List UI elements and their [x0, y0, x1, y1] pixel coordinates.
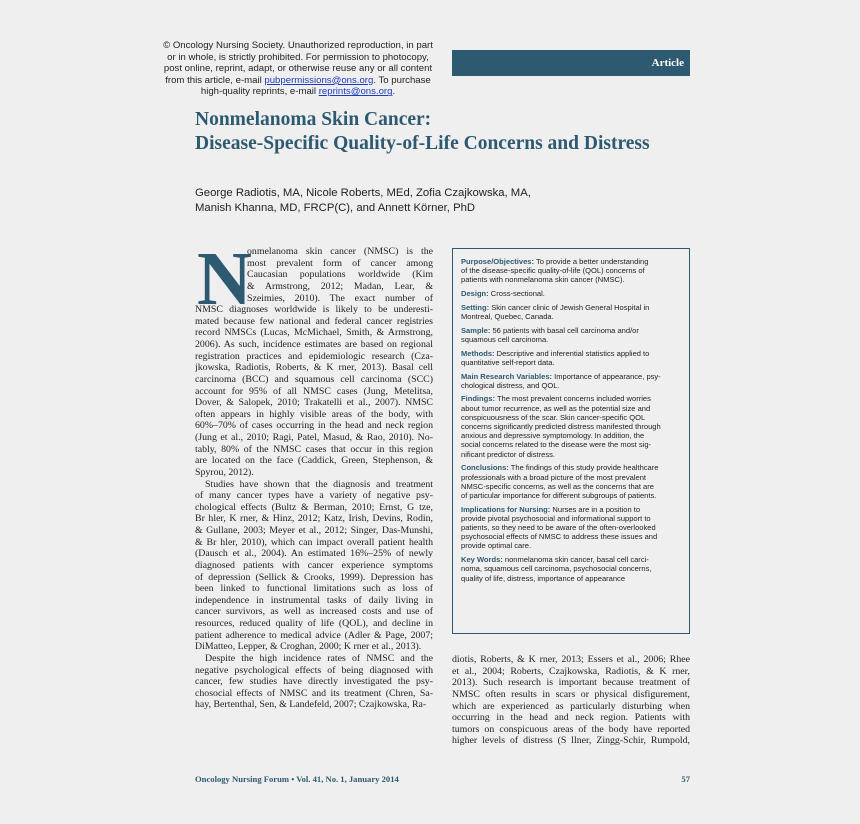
text-line: account for 95% of all NMSC cases (Jung, Metelitsa,: [195, 385, 433, 397]
abstract-heading: Conclusions:: [461, 463, 509, 473]
abstract-line: provide optimal care.: [461, 541, 532, 551]
article-type-banner: Article: [452, 50, 690, 76]
abstract-text: Descriptive and inferential statistics applied to: [496, 348, 650, 358]
abstract-line: [461, 505, 682, 514]
text-line: NMSC diagnoses worldwide is likely to be underesti-: [195, 304, 433, 316]
abstract-text: Skin cancer clinic of Jewish General Hospital in: [491, 302, 650, 312]
abstract-line: nificant predictor of distress.: [461, 449, 555, 459]
title-line: Disease-Specific Quality-of-Life Concerns and Distress: [195, 133, 650, 154]
text-line: hay, Bertenthal, Sen, & Landefeld, 2007; Czajkowska, Ra-: [195, 699, 427, 711]
abstract-section: [461, 555, 682, 583]
text-line: & Armstrong, 2012; Madan, Lear, &: [247, 280, 433, 292]
abstract-line: of particular importance for different subgroups of patients.: [461, 490, 657, 500]
abstract-line: quantitative self-report data.: [461, 357, 555, 367]
text-line: DiMatteo, Lepper, & Croghan, 2000; K rner et al., 2013).: [195, 641, 422, 653]
text-line: patient adherence to medical advice (Adler & Page, 2007;: [195, 629, 433, 641]
abstract-line: squamous cell carcinoma.: [461, 334, 549, 344]
notice-line: [158, 86, 438, 98]
text-line: 2013). Such research is important because treatment of: [452, 677, 690, 689]
abstract-line: social concerns related to the disease were the most sig-: [461, 440, 652, 450]
notice-text: high-quality reprints, e-mail: [200, 86, 319, 98]
abstract-content: [461, 257, 682, 587]
text-line: 60%–70% of cases occurring in the head and neck region: [195, 420, 433, 432]
abstract-section: [461, 394, 682, 458]
author-list: [195, 186, 695, 215]
text-line: resources, reduced quality of life (QOL), and decline in: [195, 618, 433, 629]
text-line: Spyrou, 2012).: [195, 466, 254, 478]
text-line: NMSC often results in scars or physical disfigurement,: [452, 688, 690, 700]
abstract-section: [461, 372, 682, 390]
notice-line: post online, reprint, adapt, or otherwise reuse any or all content: [163, 63, 433, 75]
text-line: onmelanoma skin cancer (NMSC) is the: [247, 246, 433, 257]
title-line: Nonmelanoma Skin Cancer:: [195, 109, 432, 130]
abstract-section: [461, 463, 682, 500]
text-line: Dover, & Salopek, 2010; Trakatelli et al., 2007). NMSC: [195, 397, 433, 409]
abstract-heading: Implications for Nursing:: [461, 504, 551, 514]
abstract-heading: Findings:: [461, 394, 495, 404]
text-line: Caucasian populations worldwide (Kim: [247, 269, 433, 281]
abstract-text: To provide a better understanding: [535, 257, 649, 266]
abstract-line: concerns significantly predicted distress manifested through: [461, 422, 661, 432]
abstract-section: [461, 505, 682, 551]
page-number: 57: [681, 774, 690, 784]
text-line: of depression (Sellick & Crooks, 1999). Depression has: [195, 571, 433, 583]
text-line: et al., 2004; Roberts, Czajkowska, Radiotis, & K rner,: [452, 665, 690, 677]
abstract-heading: Purpose/Objectives:: [461, 257, 534, 266]
abstract-text: nonmelanoma skin cancer, basal cell carci-: [504, 555, 649, 565]
abstract-line: [461, 349, 682, 358]
text-line: of many cancer types have a variety of negative psy-: [195, 490, 433, 502]
journal-citation: Oncology Nursing Forum • Vol. 41, No. 1, January 2014: [195, 774, 399, 784]
reprints-email-link[interactable]: reprints@ons.org: [318, 86, 393, 98]
text-line: cancer survivors, as well as increased costs and use of: [195, 606, 433, 618]
text-line: higher levels of distress (S llner, Zingg-Schir, Rumpold,: [452, 735, 690, 747]
abstract-section: [461, 257, 682, 285]
body-text-right-column: [452, 654, 690, 747]
abstract-line: [461, 394, 682, 403]
drop-cap: N: [197, 237, 252, 321]
abstract-line: [461, 289, 682, 298]
text-line: diagnosed patients with cancer experience symptoms: [195, 559, 433, 571]
text-line: been linked to functional limitations such as loss of: [195, 583, 433, 595]
text-line: diotis, Roberts, & K rner, 2013; Essers et al., 2006; Rhee: [452, 654, 690, 665]
abstract-text: Nurses are in a position to: [552, 504, 641, 514]
abstract-section: [461, 303, 682, 321]
text-line: & Br hler, 2010), which can impact overall patient health: [195, 536, 433, 548]
abstract-section: [461, 326, 682, 344]
notice-text: . To purchase: [373, 74, 431, 86]
abstract-text: Cross-sectional.: [490, 289, 545, 299]
text-line: independence in instrumental tasks of daily living in: [195, 594, 433, 606]
abstract-line: [461, 257, 682, 266]
text-line: 2006). As such, incidence estimates are based on regional: [195, 339, 433, 350]
notice-text: .: [392, 86, 396, 98]
authors-line: Manish Khanna, MD, FRCP(C), and Annett Körner, PhD: [195, 201, 476, 214]
abstract-line: chological distress, and QOL.: [461, 380, 560, 390]
abstract-line: Montreal, Quebec, Canada.: [461, 312, 554, 322]
abstract-line: patients, so they need to be aware of the often-overlooked: [461, 523, 656, 533]
text-line: (Jung et al., 2010; Ragi, Patel, Masud, & Rao, 2010). No-: [195, 432, 433, 443]
abstract-text: Importance of appearance, psy-: [554, 371, 661, 381]
pubpermissions-email-link[interactable]: pubpermissions@ons.org: [264, 74, 374, 86]
abstract-line: professionals with a broad picture of the most prevalent: [461, 472, 646, 482]
text-line: Szeimies, 2010). The exact number of: [247, 292, 433, 304]
body-text-left-column: [195, 237, 433, 711]
abstract-line: conspicuousness of the scar. Skin cancer-specific QOL: [461, 412, 646, 422]
abstract-line: [461, 372, 682, 381]
text-line: negative psychological effects of being diagnosed with: [195, 664, 433, 676]
abstract-line: NMSC-specific concerns, as well as the concerns that are: [461, 481, 654, 491]
abstract-line: [461, 326, 682, 335]
text-line: & Gullane, 2003; Meyer et al., 2012; Singer, Das-Munshi,: [195, 525, 433, 536]
abstract-heading: Main Research Variables:: [461, 371, 553, 381]
text-line: often appears in highly visible areas of the body, with: [195, 408, 433, 420]
abstract-text: The findings of this study provide healthcare: [510, 463, 659, 473]
text-line: Despite the high incidence rates of NMSC and the: [205, 652, 433, 664]
abstract-line: anxious and depressive symptomology. In addition, the: [461, 431, 645, 441]
abstract-section: [461, 349, 682, 367]
page-footer: [195, 774, 690, 784]
text-line: chosocial effects of NMSC and its treatment (Chren, Sa-: [195, 687, 433, 699]
notice-line: or in whole, is strictly prohibited. For permission to photocopy,: [167, 51, 429, 63]
article-title: [195, 108, 715, 156]
abstract-line: provide pivotal psychosocial and informational support to: [461, 513, 651, 523]
notice-line: © Oncology Nursing Society. Unauthorized reproduction, in part: [163, 40, 433, 51]
text-line: which are experienced as particularly disturbing when: [452, 700, 690, 712]
abstract-line: about tumor recurrence, as well as the potential size and: [461, 403, 651, 413]
text-line: cancer, few studies have directly investigated the psy-: [195, 676, 433, 688]
text-line: record NMSCs (Lucas, McMichael, Smith, & Armstrong,: [195, 327, 433, 339]
text-line: are located on the face (Caddick, Green, Stephenson, &: [195, 455, 433, 467]
abstract-text: 56 patients with basal cell carcinoma and/or: [492, 325, 639, 335]
text-line: jkowska, Radiotis, Roberts, & K rner, 2013). Basal cell: [195, 362, 433, 374]
abstract-line: quality of life, distress, importance of appearance: [461, 573, 626, 583]
abstract-line: [461, 463, 682, 472]
abstract-section: [461, 289, 682, 298]
copyright-notice: [158, 40, 438, 98]
text-line: tably, 80% of the NMSC cases that occur in this region: [195, 443, 433, 455]
text-line: registration practices and epidemiologic research (Cza-: [195, 350, 433, 362]
abstract-line: noma, squamous cell carcinoma, psychosocial concerns,: [461, 564, 652, 574]
abstract-line: of the disease-specific quality-of-life (QOL) concerns of: [461, 266, 645, 276]
abstract-line: patients with nonmelanoma skin cancer (NMSC).: [461, 275, 625, 285]
text-line: Br hler, K rner, & Hinz, 2012; Katz, Irish, Devins, Rodin,: [195, 513, 433, 525]
abstract-heading: Key Words:: [461, 555, 503, 565]
abstract-text: The most prevalent concerns included worries: [496, 394, 651, 404]
abstract-line: [461, 303, 682, 312]
notice-text: from this article, e-mail: [165, 74, 265, 86]
authors-line: George Radiotis, MA, Nicole Roberts, MEd, Zofia Czajkowska, MA,: [195, 187, 531, 199]
abstract-heading: Methods:: [461, 348, 495, 358]
text-line: tumors on conspicuous areas of the body have reported: [452, 723, 690, 735]
text-line: carcinoma (BCC) and squamous cell carcinoma (SCC): [195, 373, 433, 385]
abstract-line: psychosocial effects of NMSC to address these issues and: [461, 532, 658, 542]
abstract-heading: Design:: [461, 289, 489, 299]
abstract-line: [461, 555, 682, 564]
text-line: Studies have shown that the diagnosis and treatment: [205, 478, 433, 490]
text-line: chological effects (Bultz & Berman, 2010; Ernst, G tze,: [195, 501, 433, 513]
text-line: mated because few national and federal cancer registries: [195, 315, 433, 327]
text-line: (Dausch et al., 2004). An estimated 16%–25% of newly: [195, 548, 433, 560]
text-line: occurring in the head and neck region. Patients with: [452, 712, 690, 724]
text-line: most prevalent form of cancer among: [247, 257, 433, 269]
abstract-heading: Sample:: [461, 325, 491, 335]
notice-line: [158, 75, 438, 87]
abstract-heading: Setting:: [461, 302, 490, 312]
